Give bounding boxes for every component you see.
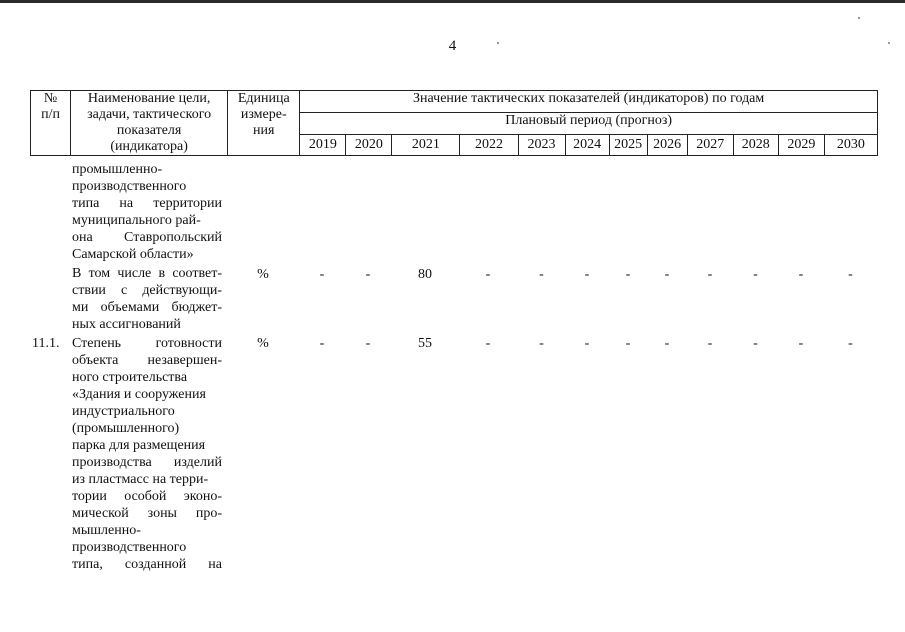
desc-line: Степень готовности xyxy=(72,336,222,351)
value-cell: - xyxy=(319,336,325,351)
year-cell: 2028 xyxy=(733,135,778,156)
desc-line: она Ставропольский xyxy=(72,230,222,245)
header-unit-line: измере- xyxy=(240,107,287,122)
desc-line: объекта незавершен- xyxy=(72,353,222,368)
year-cell: 2025 xyxy=(609,135,647,156)
desc-line: муниципального рай- xyxy=(72,213,201,228)
value-cell: - xyxy=(584,267,590,282)
row-2-unit: % xyxy=(257,336,269,351)
desc-line: производства изделий xyxy=(72,455,222,470)
desc-line: мышленно- xyxy=(72,523,141,538)
value-cell: - xyxy=(753,267,758,282)
desc-line: тории особой эконо- xyxy=(72,489,222,504)
header-unit-cell xyxy=(228,91,300,156)
value-cell: - xyxy=(664,267,670,282)
value-cell: - xyxy=(485,336,491,351)
value-cell: 55 xyxy=(418,336,432,351)
desc-line: парка для размещения xyxy=(72,438,206,453)
header-num-line: п/п xyxy=(41,107,60,122)
desc-line: типа на территории xyxy=(72,196,222,211)
row-1-description xyxy=(72,265,222,333)
header-name-line: Наименование цели, xyxy=(87,91,211,106)
row-0-description xyxy=(72,161,222,263)
value-cell: - xyxy=(319,267,325,282)
desc-line: промышленно- xyxy=(72,162,163,177)
desc-line: производственного xyxy=(72,179,187,194)
header-unit-line: ния xyxy=(253,123,275,138)
value-cell: - xyxy=(707,267,713,282)
value-cell: - xyxy=(539,336,544,351)
value-cell: - xyxy=(625,267,631,282)
year-cell: 2021 xyxy=(392,135,460,156)
value-cell: 80 xyxy=(418,267,432,282)
row-2-description xyxy=(72,335,222,573)
value-cell: - xyxy=(753,336,758,351)
value-cell: - xyxy=(707,336,713,351)
page-number: 4 xyxy=(448,38,457,54)
header-plan-cell: Плановый период (прогноз) xyxy=(300,113,878,135)
header-name-cell xyxy=(71,91,228,156)
year-cell: 2026 xyxy=(647,135,687,156)
desc-line: Самарской области» xyxy=(72,247,194,262)
desc-line: мической зоны про- xyxy=(72,506,222,521)
value-cell: - xyxy=(625,336,631,351)
value-cell: - xyxy=(584,336,590,351)
header-name-line: показателя xyxy=(116,123,182,138)
row-2-number: 11.1. xyxy=(32,336,60,351)
scan-edge-line xyxy=(0,0,905,3)
value-cell: - xyxy=(365,267,371,282)
desc-line: (промышленного) xyxy=(72,421,180,436)
desc-line: ного строительства xyxy=(72,370,188,385)
desc-line: ми объемами бюджет- xyxy=(72,300,222,315)
row-1-unit: % xyxy=(257,267,269,282)
header-num-cell xyxy=(31,91,71,156)
desc-line: ных ассигнований xyxy=(72,317,181,332)
year-cell: 2019 xyxy=(300,135,346,156)
header-num-line: № xyxy=(43,91,58,106)
value-cell: - xyxy=(848,336,853,351)
header-values-cell: Значение тактических показателей (индикаторов) по годам xyxy=(300,91,878,113)
value-cell: - xyxy=(664,336,670,351)
header-unit-line: Единица xyxy=(237,91,290,106)
year-cell: 2027 xyxy=(687,135,733,156)
desc-line: ствии с действующи- xyxy=(72,283,222,298)
year-cell: 2020 xyxy=(346,135,392,156)
header-name-line: (индикатора) xyxy=(110,139,188,154)
year-cell: 2023 xyxy=(518,135,565,156)
value-cell: - xyxy=(539,267,544,282)
desc-line: индустриального xyxy=(72,404,175,419)
scan-speck xyxy=(858,17,860,19)
desc-line: В том числе в соответ- xyxy=(72,266,222,281)
desc-line: из пластмасс на терри- xyxy=(72,472,209,487)
desc-line: типа, созданной на xyxy=(72,557,222,572)
value-cell: - xyxy=(365,336,371,351)
year-cell: 2029 xyxy=(778,135,824,156)
value-cell: - xyxy=(798,336,804,351)
value-cell: - xyxy=(798,267,804,282)
value-cell: - xyxy=(485,267,491,282)
header-name-line: задачи, тактического xyxy=(87,107,212,122)
desc-line: производственного xyxy=(72,540,187,555)
year-cell: 2024 xyxy=(565,135,609,156)
value-cell: - xyxy=(848,267,853,282)
indicator-table-header xyxy=(30,90,878,156)
year-cell: 2030 xyxy=(824,135,877,156)
desc-line: «Здания и сооружения xyxy=(72,387,206,402)
year-cell: 2022 xyxy=(460,135,518,156)
